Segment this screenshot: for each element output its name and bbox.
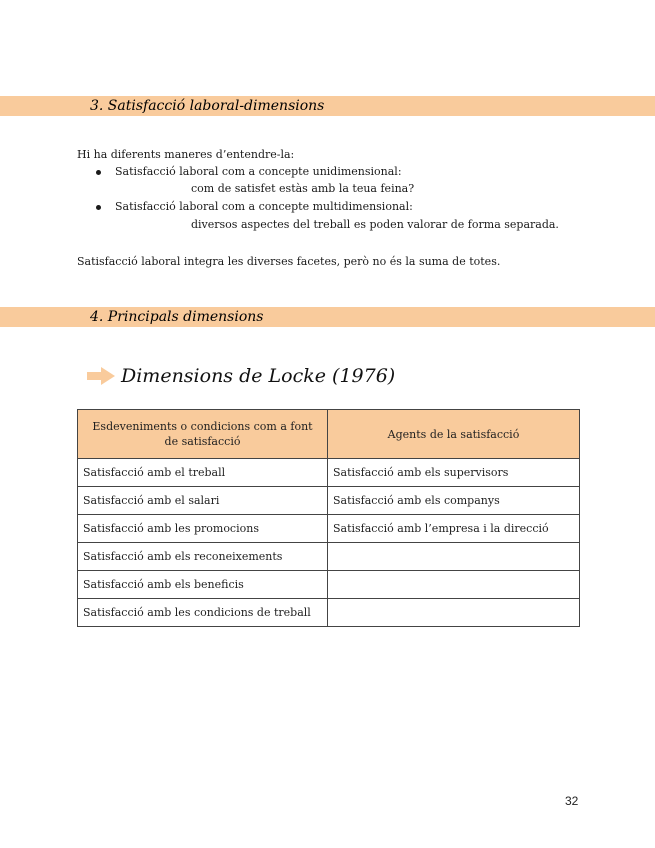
table-cell: Satisfacció amb el treball	[78, 459, 328, 487]
table-cell: Satisfacció amb els beneficis	[78, 571, 328, 599]
table-cell: Satisfacció amb els reconeixements	[78, 543, 328, 571]
page-number: 32	[565, 794, 579, 808]
arrow-right-icon	[87, 367, 115, 385]
table-cell: Satisfacció amb l’empresa i la direcció	[328, 515, 580, 543]
table-cell: Satisfacció amb els supervisors	[328, 459, 580, 487]
table-row	[78, 543, 580, 571]
column-header-events: Esdeveniments o condicions com a font de satisfacció	[78, 410, 328, 459]
section-4-header	[0, 307, 655, 327]
table-cell	[328, 543, 580, 571]
bullet-dot	[96, 170, 101, 175]
table-row	[78, 571, 580, 599]
bullet-multidimensional-detail: diversos aspectes del treball es poden valorar de forma separada.	[191, 218, 559, 231]
bullet-multidimensional-label: Satisfacció laboral com a concepte multidimensional:	[115, 200, 413, 213]
table-cell: Satisfacció amb les promocions	[78, 515, 328, 543]
table-header-row	[78, 410, 580, 459]
table-cell: Satisfacció amb les condicions de treball	[78, 599, 328, 627]
section-4-title: 4. Principals dimensions	[90, 309, 264, 325]
table-row	[78, 515, 580, 543]
locke-subtitle: Dimensions de Locke (1976)	[121, 365, 396, 387]
table-row	[78, 459, 580, 487]
table-cell	[328, 571, 580, 599]
column-header-agents: Agents de la satisfacció	[328, 410, 580, 459]
locke-dimensions-table	[77, 409, 580, 627]
table-cell	[328, 599, 580, 627]
bullet-unidimensional-detail: com de satisfet estàs amb la teua feina?	[191, 182, 415, 195]
bullet-unidimensional-label: Satisfacció laboral com a concepte unidimensional:	[115, 165, 402, 178]
bullet-dot	[96, 205, 101, 210]
table-row	[78, 487, 580, 515]
intro-conclusion: Satisfacció laboral integra les diverses facetes, però no és la suma de totes.	[77, 255, 501, 268]
intro-lead: Hi ha diferents maneres d’entendre-la:	[77, 148, 295, 161]
table-cell: Satisfacció amb el salari	[78, 487, 328, 515]
table-row	[78, 599, 580, 627]
section-3-header	[0, 96, 655, 116]
section-3-title: 3. Satisfacció laboral-dimensions	[90, 98, 325, 114]
table-cell: Satisfacció amb els companys	[328, 487, 580, 515]
